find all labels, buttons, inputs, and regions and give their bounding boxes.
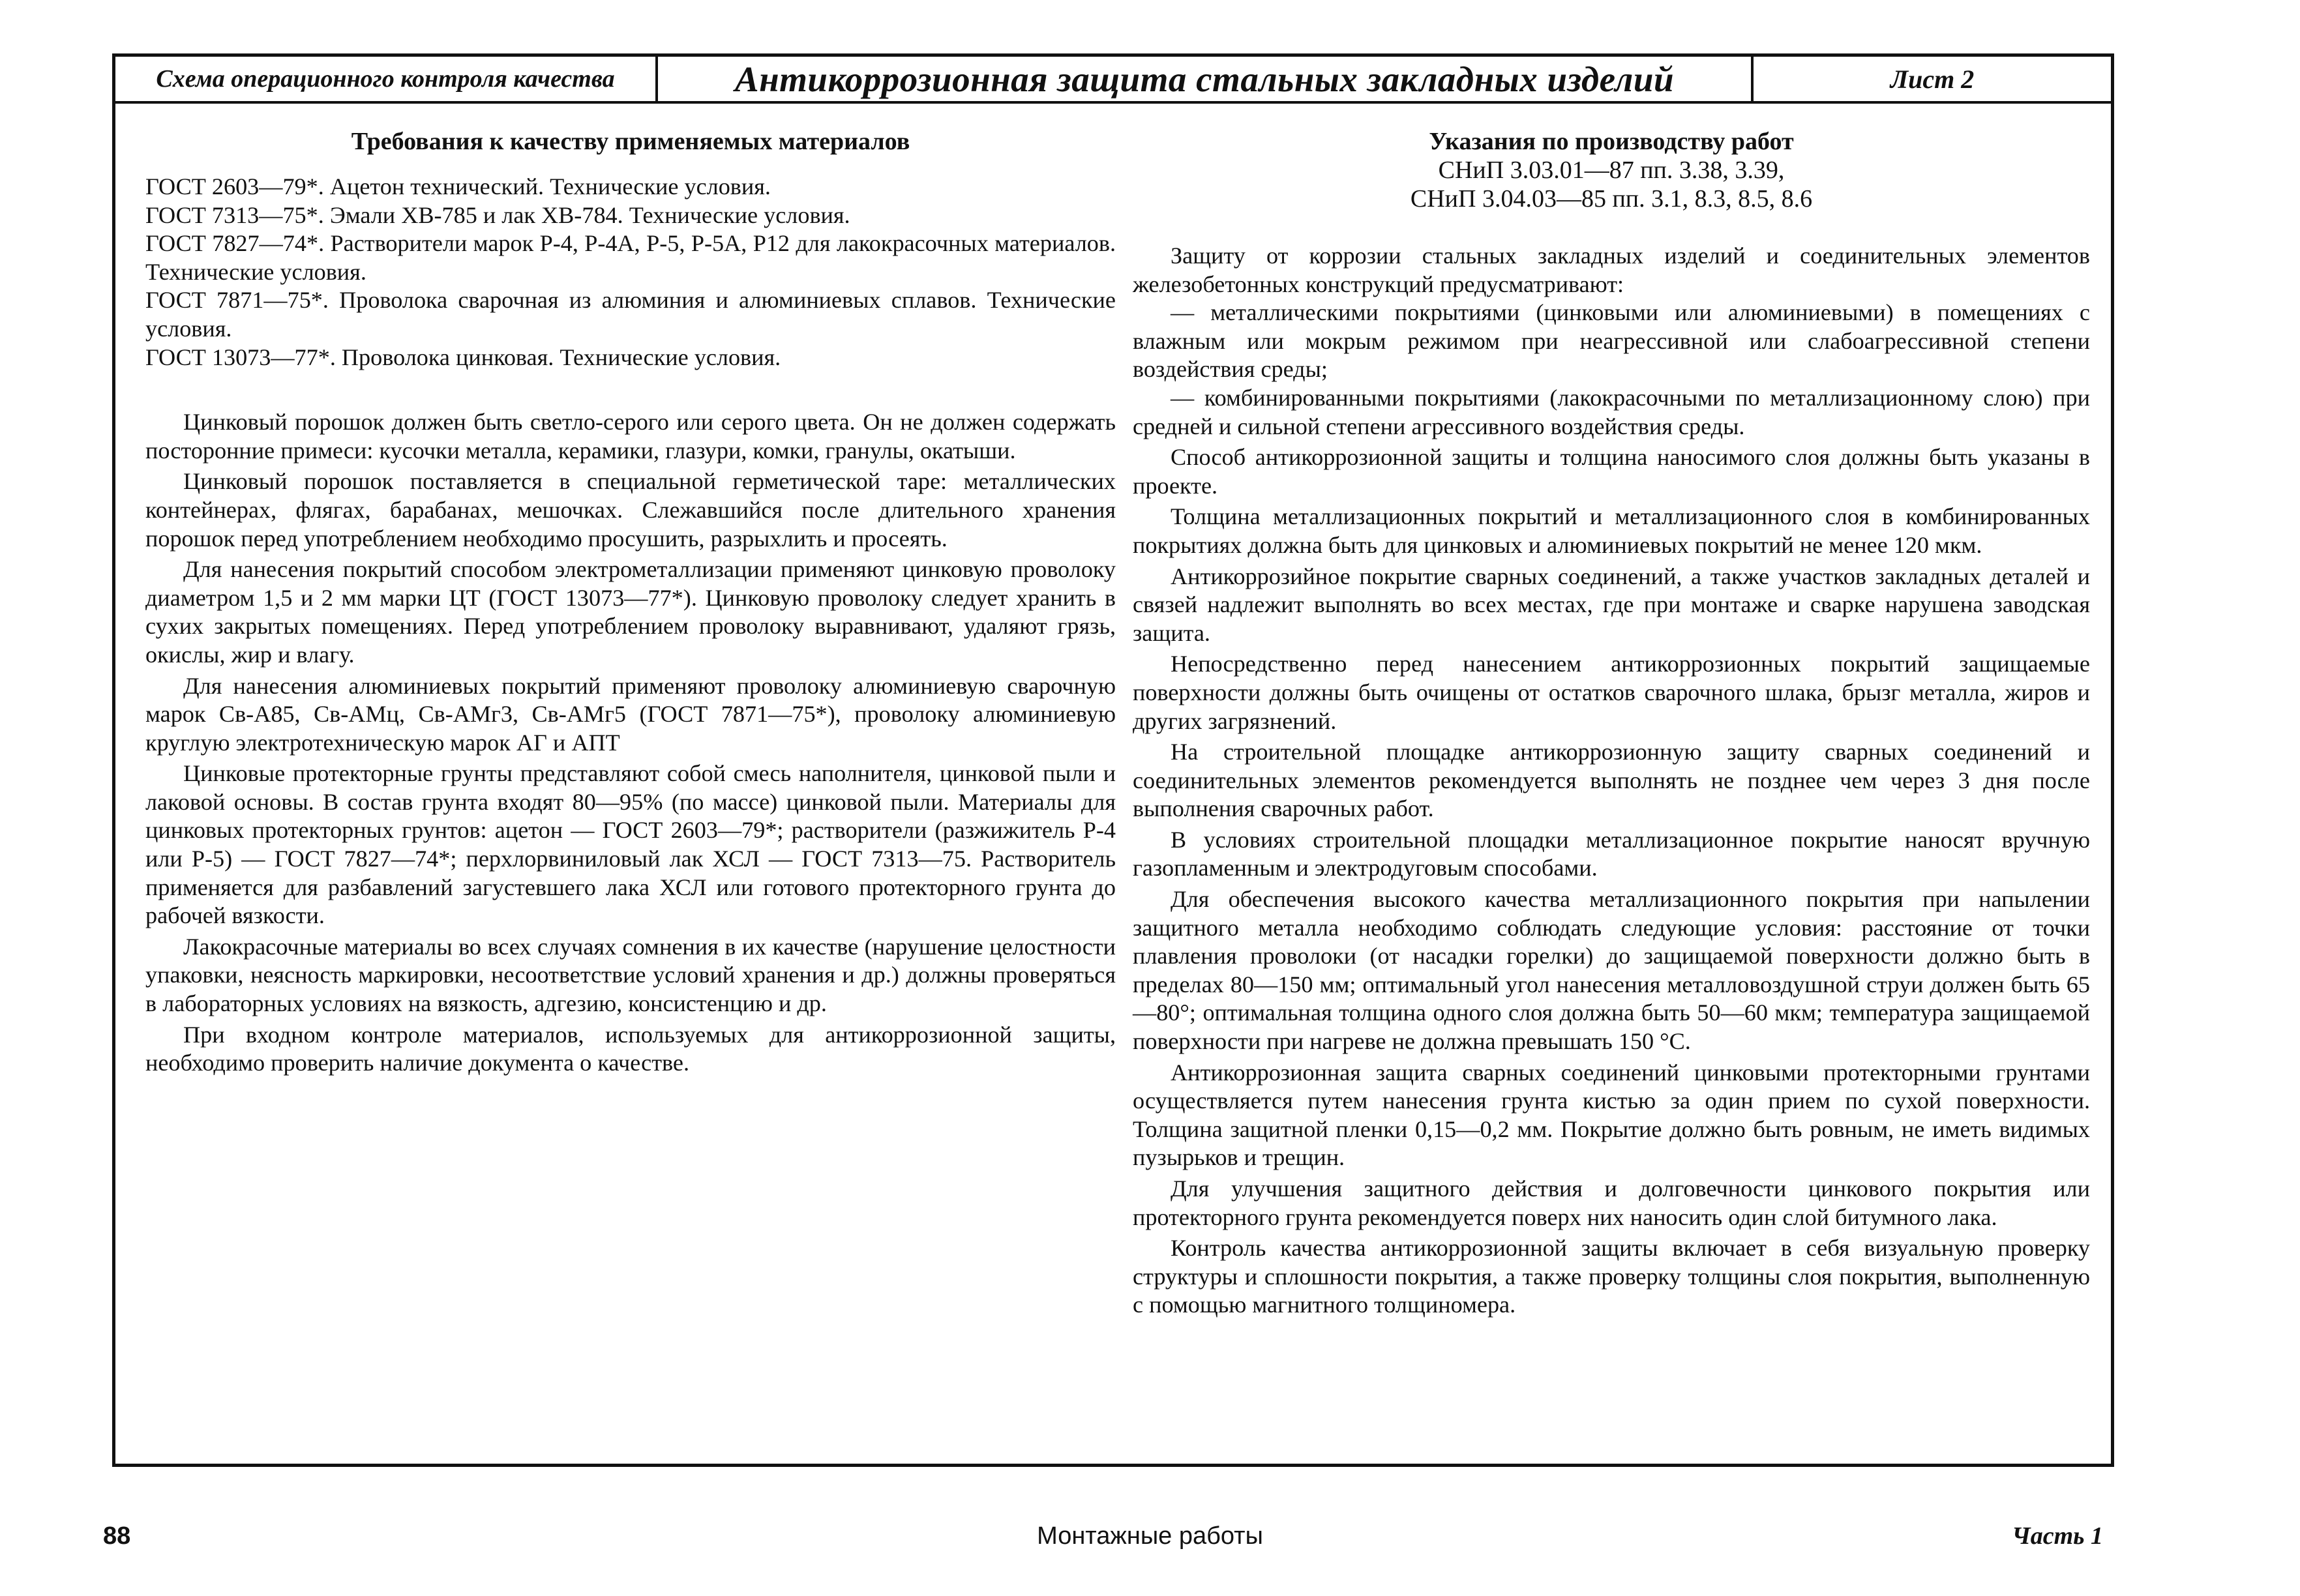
paragraph: Антикоррозионная защита сварных соединений цинковыми протекторными грунтами осуществляется путем нанесения грунта кистью за один прием по сухой поверхности. Толщина защитной пленки 0,15—0,2 мм. Покрытие должно быть ровным, не иметь видимых пузырьков и трещин. bbox=[1133, 1059, 2090, 1171]
header-bar bbox=[115, 57, 2111, 104]
page-number: 88 bbox=[103, 1522, 131, 1550]
instructions-text bbox=[1133, 242, 2090, 1320]
paragraph: Антикоррозийное покрытие сварных соединений, а также участков закладных деталей и связей надлежит выполнять во всех местах, где при монтаже и сварке нарушена заводская защита. bbox=[1133, 563, 2090, 646]
paragraph: Цинковый порошок поставляется в специальной герметической таре: металлических контейнерах, флягах, барабанах, мешочках. Слежавшийся после длительного хранения порошок перед употреблением необходимо просушить, разрыхлить и просеять. bbox=[145, 468, 1116, 552]
paragraph: Контроль качества антикоррозионной защиты включает в себя визуальную проверку структуры и сплошности покрытия, а также проверку толщины слоя покрытия, выполненную с помощью магнитного толщиномера. bbox=[1133, 1235, 2090, 1318]
paragraph: Защиту от коррозии стальных закладных изделий и соединительных элементов железобетонных конструкций предусматривают: bbox=[1133, 243, 2090, 297]
paragraph: Для нанесения алюминиевых покрытий применяют проволоку алюминиевую сварочную марок Св-А85, Св-АМц, Св-АМг3, Св-АМг5 (ГОСТ 7871—75*), проволоку алюминиевую круглую электротехническую марок АГ и АПТ bbox=[145, 672, 1116, 756]
paragraph: Для обеспечения высокого качества металлизационного покрытия при напылении защитного металла необходимо соблюдать следующие условия: расстояние от точки плавления проволоки (от насадки горелки) до защищаемой поверхности должно быть в пределах 80—150 мм; оптимальный угол нанесения металловоздушной струи должен быть 65—80°; оптимальная толщина одного слоя должна быть 50—60 мкм; температура защищаемой поверхности при нагреве не должна превышать 150 °С. bbox=[1133, 886, 2090, 1055]
instructions-heading: Указания по производству работ bbox=[1429, 128, 1794, 155]
header-title: Антикоррозионная защита стальных закладных изделий bbox=[658, 57, 1754, 101]
left-column bbox=[145, 127, 1116, 1078]
paragraph: Цинковый порошок должен быть светло-серого или серого цвета. Он не должен содержать посторонние примеси: кусочки металла, керамики, глазури, комки, гранулы, окатыши. bbox=[145, 409, 1116, 464]
paragraph: При входном контроле материалов, используемых для антикоррозионной защиты, необходимо проверить наличие документа о качестве. bbox=[145, 1021, 1116, 1076]
materials-heading: Требования к качеству применяемых материалов bbox=[351, 128, 910, 155]
paragraph: Непосредственно перед нанесением антикоррозионных покрытий защищаемые поверхности должны быть очищены от остатков сварочного шлака, брызг металла, жиров и других загрязнений. bbox=[1133, 651, 2090, 734]
paragraph: Для нанесения покрытий способом электрометаллизации применяют цинковую проволоку диаметром 1,5 и 2 мм марки ЦТ (ГОСТ 13073—77*). Цинковую проволоку следует хранить в сухих закрытых помещениях. Перед употреблением проволоку выравнивают, удаляют грязь, окислы, жир и влагу. bbox=[145, 556, 1116, 668]
document-frame bbox=[112, 53, 2114, 1467]
snip-reference-2: СНиП 3.04.03—85 пп. 3.1, 8.3, 8.5, 8.6 bbox=[1410, 185, 1813, 213]
paragraph: На строительной площадке антикоррозионную защиту сварных соединений и соединительных элементов рекомендуется выполнять не позднее чем через 3 дня после выполнения сварочных работ. bbox=[1133, 739, 2090, 822]
paragraph: Для улучшения защитного действия и долговечности цинкового покрытия или протекторного грунта рекомендуется поверх них наносить один слой битумного лака. bbox=[1133, 1175, 2090, 1230]
paragraph: Толщина металлизационных покрытий и металлизационного слоя в комбинированных покрытиях должна быть для цинковых и алюминиевых покрытий не менее 120 мкм. bbox=[1133, 503, 2090, 558]
gost-item: ГОСТ 7827—74*. Растворители марок Р-4, Р-4А, Р-5, Р-5А, Р12 для лакокрасочных материалов. Технические условия. bbox=[145, 230, 1116, 285]
snip-reference-1: СНиП 3.03.01—87 пп. 3.38, 3.39, bbox=[1438, 156, 1785, 184]
gost-item: ГОСТ 13073—77*. Проволока цинковая. Технические условия. bbox=[145, 344, 781, 370]
header-sheet-number: Лист 2 bbox=[1890, 64, 1975, 94]
paragraph: — металлическими покрытиями (цинковыми или алюминиевыми) в помещениях с влажным или мокрым режимом при неагрессивной или слабоагрессивной степени воздействия среды; bbox=[1133, 299, 2090, 383]
paragraph: Лакокрасочные материалы во всех случаях сомнения в их качестве (нарушение целостности упаковки, неясность маркировки, несоответствие условий хранения и др.) должны проверяться в лабораторных условиях на вязкость, адгезию, консистенцию и др. bbox=[145, 933, 1116, 1017]
right-column bbox=[1133, 127, 2090, 1320]
paragraph: В условиях строительной площадки металлизационное покрытие наносят вручную газопламенным и электродуговым способами. bbox=[1133, 826, 2090, 881]
paragraph: — комбинированными покрытиями (лакокрасочными по металлизационному слою) при средней и сильной степени агрессивного воздействия среды. bbox=[1133, 384, 2090, 439]
book-part-label: Часть 1 bbox=[2012, 1522, 2103, 1550]
header-scheme-label: Схема операционного контроля качества bbox=[115, 57, 658, 101]
gost-item: ГОСТ 7313—75*. Эмали ХВ-785 и лак ХВ-784. Технические условия. bbox=[145, 201, 850, 228]
paragraph: Способ антикоррозионной защиты и толщина наносимого слоя должны быть указаны в проекте. bbox=[1133, 444, 2090, 499]
gost-item: ГОСТ 7871—75*. Проволока сварочная из алюминия и алюминиевых сплавов. Технические условия. bbox=[145, 287, 1116, 342]
book-section-title: Монтажные работы bbox=[1037, 1522, 1263, 1550]
materials-text bbox=[145, 408, 1116, 1078]
paragraph: Цинковые протекторные грунты представляют собой смесь наполнителя, цинковой пыли и лаковой основы. В состав грунта входят 80—95% (по массе) цинковой пыли. Материалы для цинковых протекторных грунтов: ацетон — ГОСТ 2603—79*; растворители (разжижитель Р-4 или Р-5) — ГОСТ 7827—74*; перхлорвиниловый лак ХСЛ — ГОСТ 7313—75. Растворитель применяется для разбавлений загустевшего лака ХСЛ или готового протекторного грунта до рабочей вязкости. bbox=[145, 760, 1116, 929]
gost-item: ГОСТ 2603—79*. Ацетон технический. Технические условия. bbox=[145, 173, 771, 200]
gost-list bbox=[145, 173, 1116, 372]
